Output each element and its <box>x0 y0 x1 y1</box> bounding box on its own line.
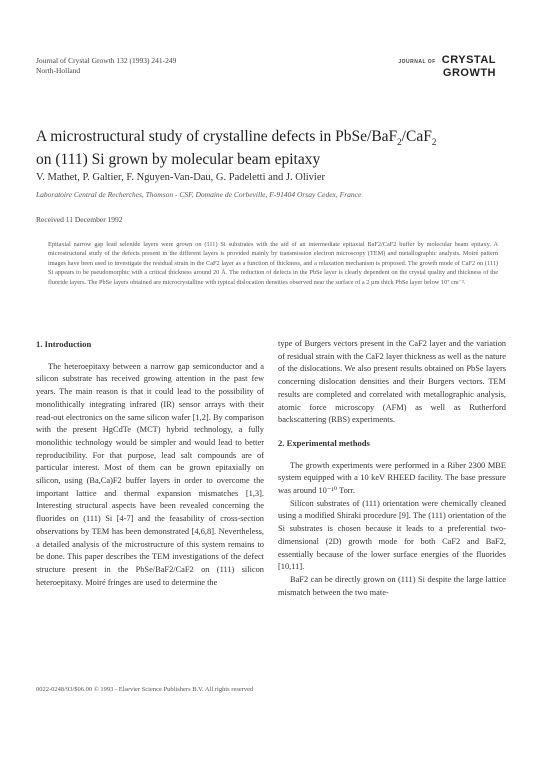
affiliation: Laboratoire Central de Recherches, Thomson - CSF, Domaine de Corbeville, F-91404 Orsay Cedex, France <box>36 190 362 199</box>
title-subscript-1: 2 <box>397 137 402 148</box>
right-column <box>278 338 506 599</box>
section-heading-methods: 2. Experimental methods <box>278 437 370 448</box>
author-list: V. Mathet, P. Galtier, F. Nguyen-Van-Dau, G. Padeletti and J. Olivier <box>36 172 325 183</box>
methods-paragraph-3: BaF2 can be directly grown on (111) Si despite the large lattice mismatch between the two mate- <box>278 574 506 597</box>
journal-logo-prefix: JOURNAL OF <box>398 59 436 65</box>
article-title <box>36 128 506 169</box>
introduction-continued-paragraph: type of Burgers vectors present in the CaF2 layer and the variation of residual strain with the CaF2 layer thickness as well as the nature of the dislocations. We also present results obtained on PbSe layers concerning dislocation densities and their Burgers vectors. TEM results are completed and correlated with metallographic analysis, atomic force microscopy (AFM) as well as Rutherford backscattering (RBS) experiments. <box>278 339 506 425</box>
copyright-footer: 0022-0248/93/$06.00 © 1993 - Elsevier Science Publishers B.V. All rights reserved <box>36 686 254 693</box>
abstract: Epitaxial narrow gap lead selenide layers were grown on (111) Si substrates with the aid of an intermediate epitaxial BaF2/CaF2 buffer by molecular beam epitaxy. A microstructural study of the defects present in the different layers is provided mainly by transmission electron microscopy (TEM) and metallographic analysis. Moiré pattern images have been used to investigate the residual strain in the CaF2 layer as a function of thickness, and a relaxation mechanism is proposed. The growth mode of CaF2 on (111) Si appears to be pseudomorphic with a critical thickness around 20 Å. The reduction of defects in the PbSe layer is clearly dependent on the crystal quality and thickness of the fluoride layers. The PbSe layers obtained are microcrystalline with typical dislocation densities observed near the surface of a 2 µm thick PbSe layer below 10⁷ cm⁻². <box>48 241 498 286</box>
title-part-2: /CaF <box>401 128 432 145</box>
introduction-paragraph: The heteroepitaxy between a narrow gap semiconductor and a silicon substrate has received growing attention in the past few years. The main reason is that it could lead to the possibility of monolithically integrating infrared (IR) sensor arrays with their read-out electronics on the same silicon wafer [1,2]. By comparison with the present HgCdTe (MCT) hybrid technology, a fully monolithic technology would be simpler and would lead to better reproducibility. For that purpose, lead salt compounds are of particular interest. Most of them can be grown epitaxially on silicon, using (Ba,Ca)F2 buffer layers in order to overcome the important lattice and thermal expansion mismatches [1,3]. Interesting structural aspects have been revealed concerning the fluorides on (111) Si [4-7] and the feasability of cross-section observations by TEM has been demonstrated [4,6,8]. Nevertheless, a detailed analysis of the microstructure of this system remains to be done. This paper describes the TEM investigations of the defect structure present in the PbSe/BaF2/CaF2 on (111) silicon heteroepitaxy. Moiré fringes are used to determine the <box>36 361 264 587</box>
journal-logo <box>398 55 496 79</box>
journal-line-1: Journal of Crystal Growth 132 (1993) 241-249 <box>36 56 177 65</box>
journal-logo-line-2: GROWTH <box>442 67 496 79</box>
journal-line-2: North-Holland <box>36 66 81 75</box>
title-line-2: on (111) Si grown by molecular beam epitaxy <box>36 151 321 169</box>
methods-paragraph-2: Silicon substrates of (111) orientation were chemically cleaned using a modified Shiraki procedure [9]. The (111) orientation of the Si substrates is chosen because it leads to a preferential two-dimensional (2D) growth mode for both CaF2 and BaF2, essentially because of the lower surface energies of the fluorides [10,11]. <box>278 498 506 572</box>
left-column <box>36 338 264 589</box>
methods-paragraph-1: The growth experiments were performed in a Riber 2300 MBE system equipped with a 10 keV RHEED facility. The base pressure was around 10⁻¹⁰ Torr. <box>278 460 506 496</box>
title-subscript-2: 2 <box>431 137 437 148</box>
section-heading-introduction: 1. Introduction <box>36 339 92 349</box>
received-date: Received 11 December 1992 <box>36 215 123 224</box>
journal-citation <box>36 56 176 76</box>
title-part-1: A microstructural study of crystalline defects in PbSe/BaF <box>36 128 398 145</box>
journal-logo-line-1: CRYSTAL <box>441 54 496 66</box>
